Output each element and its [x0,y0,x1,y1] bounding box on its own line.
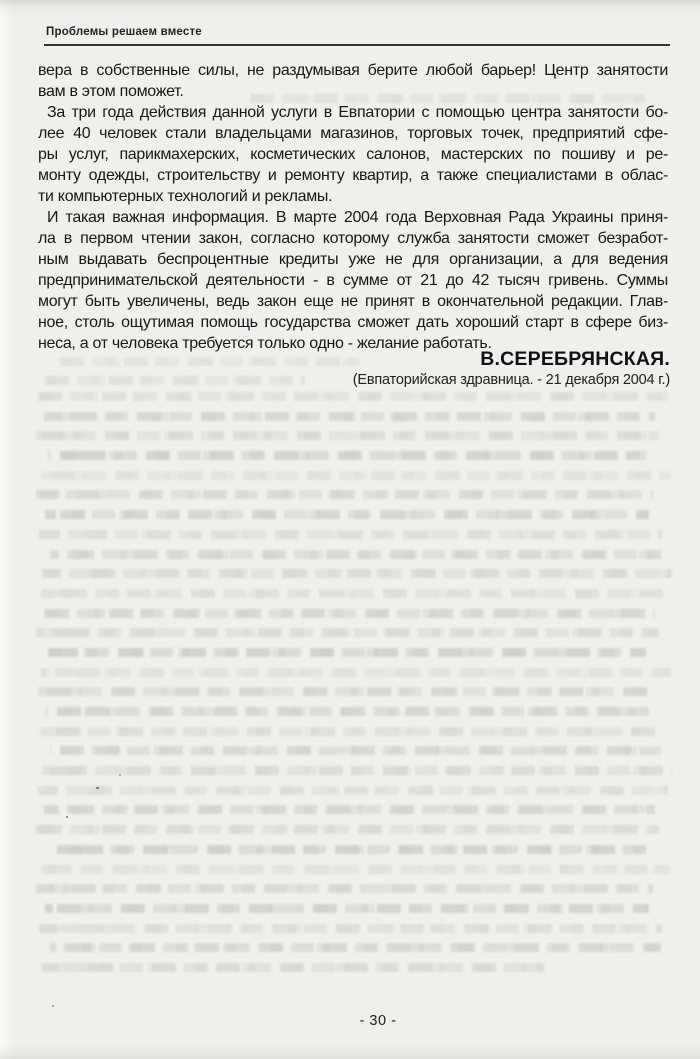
article-line: И такая важная информация. В марте 2004 года Верховная Рада Украины приня- [47,209,668,226]
bleedthrough-line [39,924,662,933]
running-header [46,26,670,38]
bleedthrough-line [41,668,671,677]
bleedthrough-line [60,357,360,366]
bleedthrough-line [44,412,655,421]
dust-speck [52,1005,54,1007]
bleedthrough-line [42,766,672,775]
bleedthrough-line [36,825,659,834]
author-signature: В.СЕРЕБРЯНСКАЯ. [480,348,670,370]
article-line: За три года действия данной услуги в Евпатории с помощью центра занятости бо- [47,104,668,121]
bleedthrough-line [44,609,655,618]
article-line: вера в собственные силы, не раздумывая берите любой барьер! Центр занятости [38,62,668,79]
bleedthrough-line [41,865,671,874]
bleedthrough-line [50,943,661,952]
bleedthrough-line [39,727,662,736]
page-number: - 30 - [359,1013,397,1029]
page-bleedthrough [36,392,672,992]
article-line: ти компьютерных технологий и рекламы. [38,188,333,205]
header-rule [44,44,670,46]
bleedthrough-line [36,431,659,440]
article-line: лее 40 человек стали владельцами магазинов, торговых точек, предприятий сфе- [38,125,668,142]
bleedthrough-line [36,687,653,696]
article-line: монту одежды, строительству и ремонту квартир, а также специалистами в облас- [38,167,668,184]
bleedthrough-line [42,569,672,578]
bleedthrough-line [250,94,645,103]
bleedthrough-line [44,805,655,814]
article-line: ное, столь ощутимая помощь государства сможет дать хороший старт в сфере биз- [38,314,668,331]
bleedthrough-line [38,786,668,795]
article-line: ным выдавать беспроцентные кредиты уже не для организации, а для ведения [38,251,668,268]
source-attribution: (Евпаторийская здравница. - 21 декабря 2004 г.) [352,372,670,388]
bleedthrough-line [41,471,671,480]
bleedthrough-line [45,376,305,385]
bleedthrough-line [45,707,649,716]
dust-speck [119,774,121,776]
dust-speck [66,816,68,818]
bleedthrough-line [48,648,646,657]
bleedthrough-line [48,451,646,460]
article-body [38,60,668,354]
bleedthrough-line [48,845,646,854]
bleedthrough-line [38,392,668,401]
article-line: могут быть увеличены, ведь закон еще не принят в окончательной редакции. Глав- [38,293,668,310]
bleedthrough-line [39,530,662,539]
article-line: предпринимательской деятельности - в сумме от 21 до 42 тысяч гривень. Суммы [38,272,668,289]
bleedthrough-line [36,884,653,893]
bleedthrough-line [50,746,661,755]
bleedthrough-line [36,628,659,637]
article-line: неса, а от человека требуется только одно - желание работать. [38,335,492,352]
bleedthrough-line [45,904,649,913]
article-line: ла в первом чтении закон, согласно которому служба занятости сможет безработ- [38,230,668,247]
running-header-title: Проблемы решаем вместе [46,26,202,38]
bleedthrough-line [50,550,661,559]
article-line: ры услуг, парикмахерских, косметических салонов, мастерских по пошиву и ре- [38,146,668,163]
article-line: вам в этом поможет. [38,83,184,100]
bleedthrough-line [36,490,653,499]
bleedthrough-line [38,589,668,598]
dust-speck [96,787,99,789]
bleedthrough-line [42,963,544,972]
bleedthrough-line [45,510,649,519]
